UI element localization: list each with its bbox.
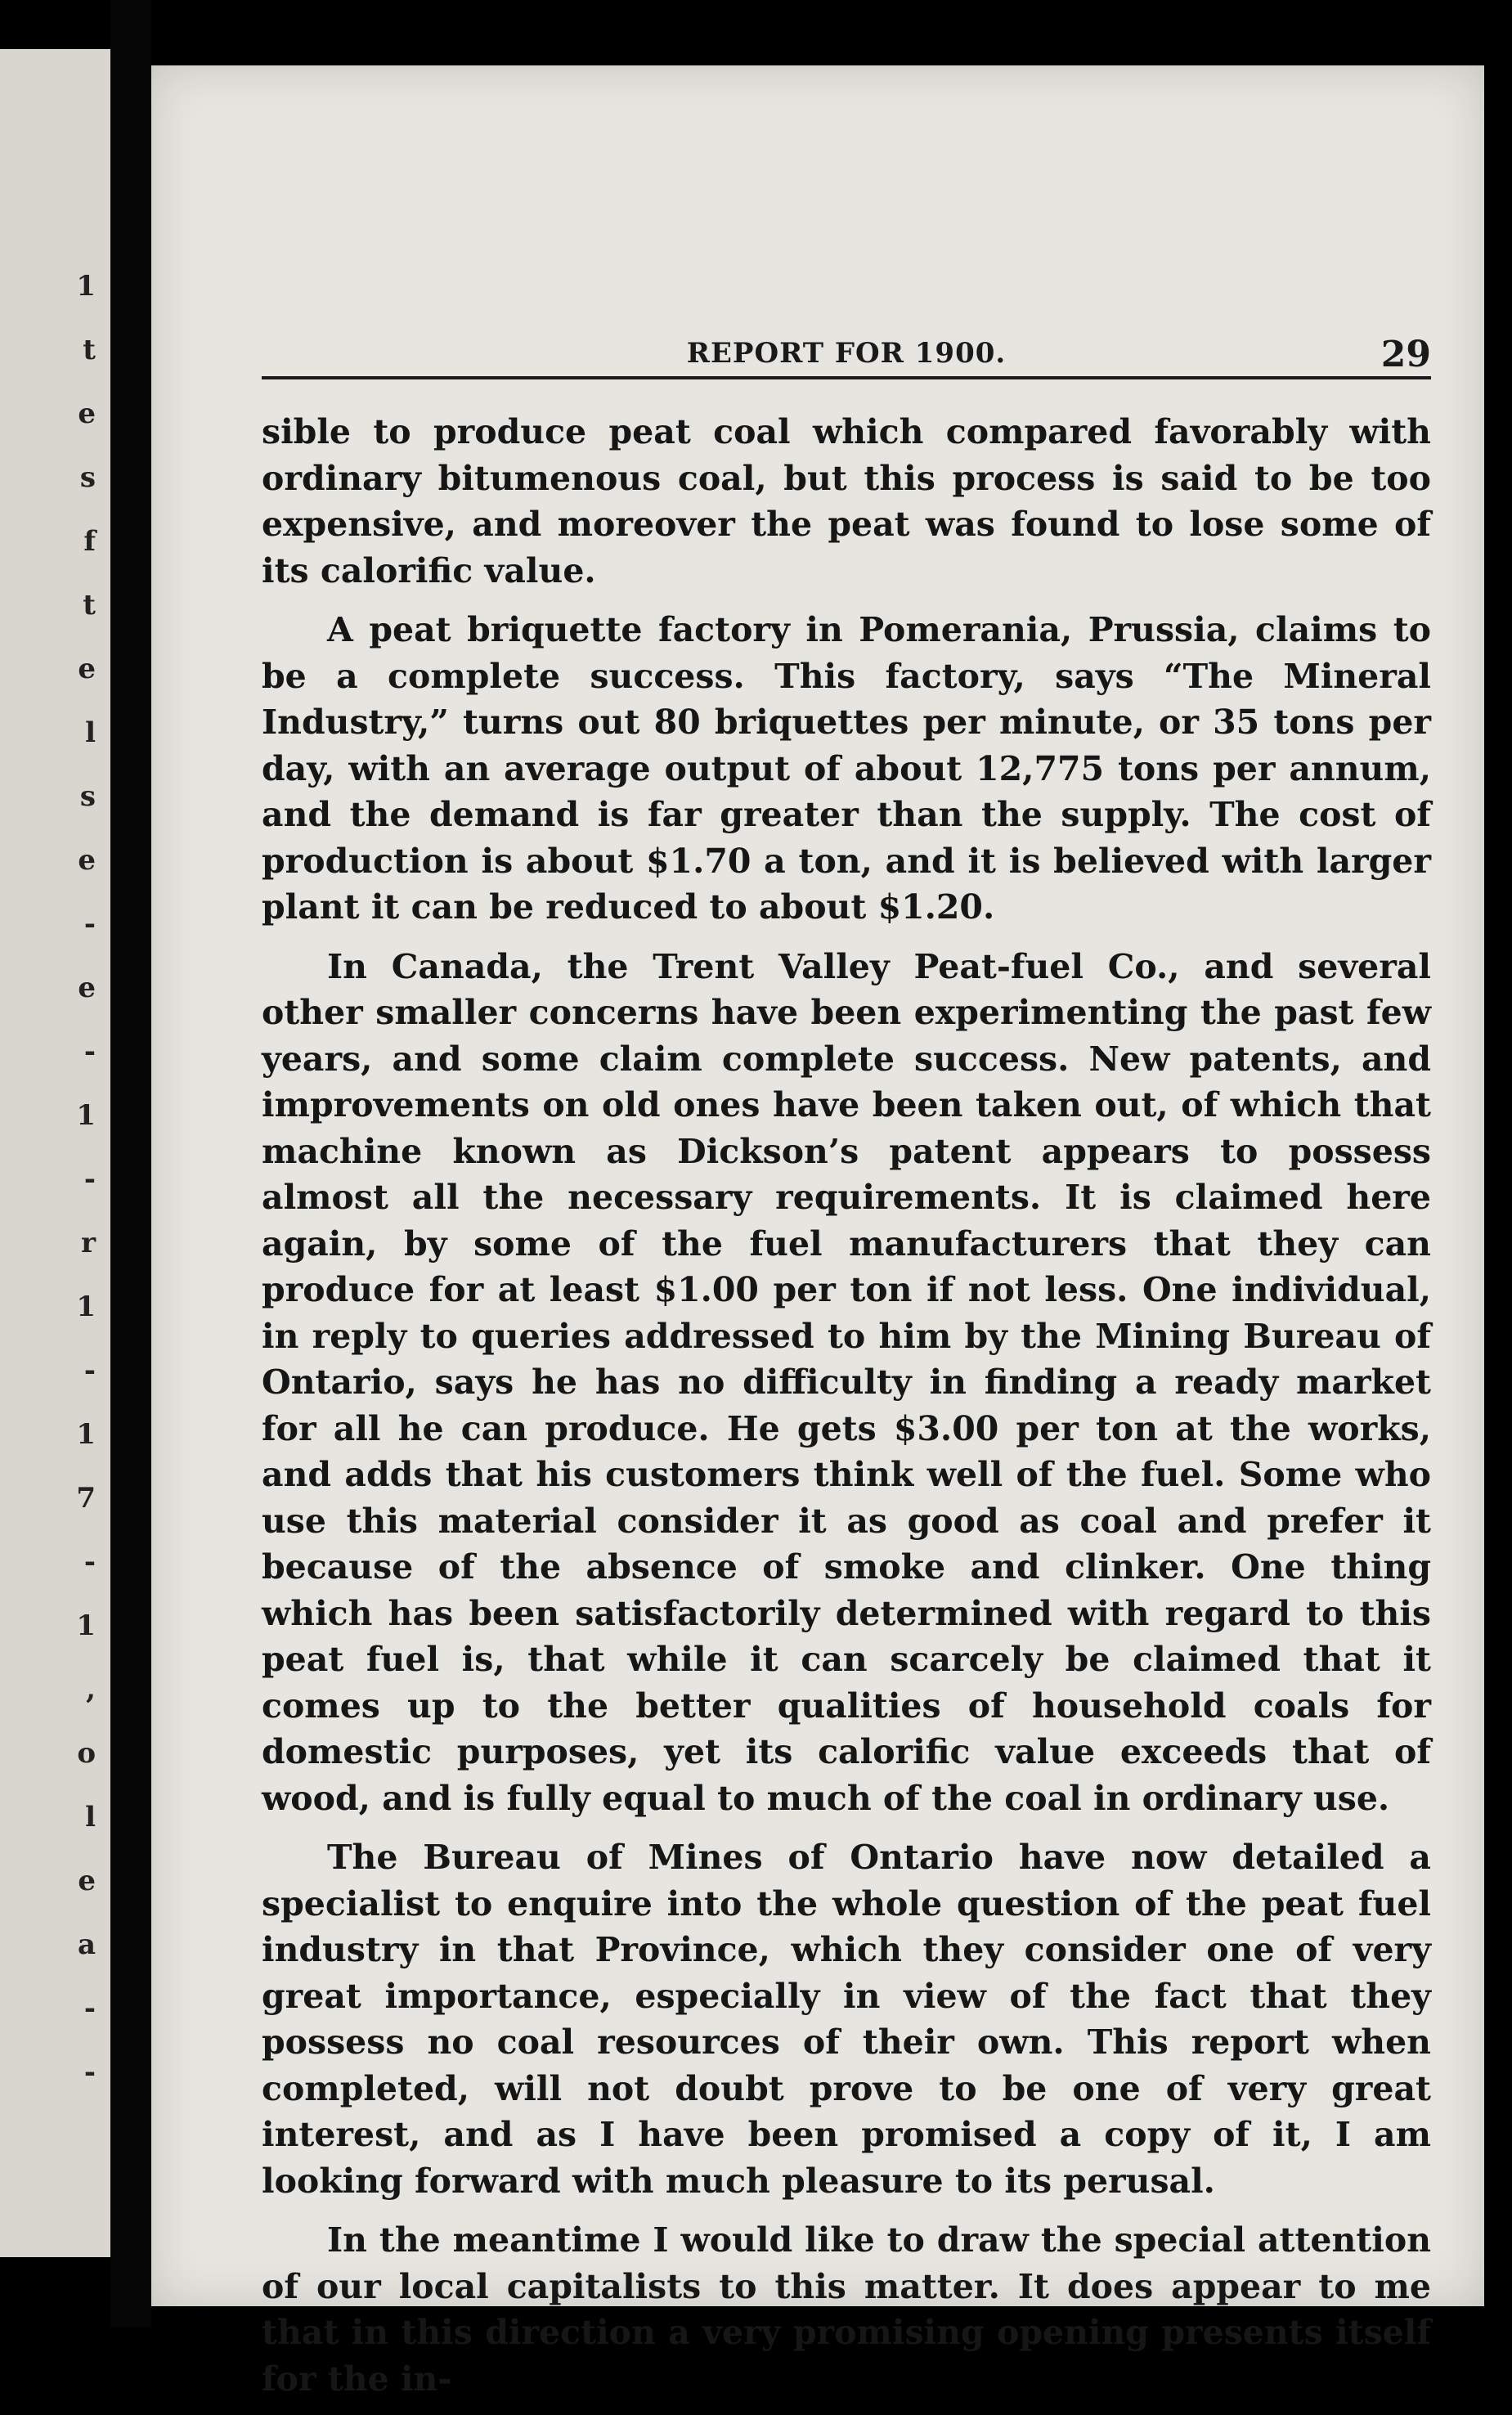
paragraph-meantime: In the meantime I would like to draw the special attention of our local capitalists to this matter. It does appear to me that in this direction a very promising opening presents itself for the in-	[262, 2220, 1431, 2399]
running-head: REPORT FOR 1900.	[686, 337, 1007, 370]
facing-page-letter: 1	[76, 1418, 96, 1451]
facing-page-letter: e	[78, 653, 96, 685]
facing-page-letter: l	[85, 716, 96, 749]
facing-page-letter: -	[83, 1035, 96, 1068]
page-number: 29	[1380, 334, 1431, 375]
facing-page-letter: 1	[76, 1291, 96, 1323]
paragraph-canada: In Canada, the Trent Valley Peat-fuel Co., and several other smaller concerns have been experimenting the past few years, and some claim complete success. New patents, and improvements on old ones have been taken out, of which that machine known as Dickson’s patent appears to possess almost all the necessary requirements. It is claimed here again, by some of the fuel manufacturers that they can produce for at least $1.00 per ton if not less. One individual, in reply to queries addressed to him by the Mining Bureau of Ontario, says he has no difficulty in finding a ready market for all he can produce. He gets $3.00 per ton at the works, and adds that his customers think well of the fuel. Some who use this material consider it as good as coal and prefer it because of the absence of smoke and clinker. One thing which has been satisfactorily determined with regard to this peat fuel is, that while it can scarcely be claimed that it comes up to the better qualities of household coals for domestic purposes, yet its calorific value exceeds that of wood, and is fully equal to much of the coal in ordinary use.	[262, 946, 1431, 1818]
facing-page-letter: -	[83, 1546, 96, 1578]
facing-page-letter: ,	[86, 1673, 96, 1706]
paragraph-bureau-of-mines: The Bureau of Mines of Ontario have now detailed a specialist to enquire into the whole question of the peat fuel industry in that Province, which they consider one of very great importance, especially in view of the fact that they possess no coal resources of their own. This report when completed, will not doubt prove to be one of very great interest, and as I have been promised a copy of it, I am looking forward with much pleasure to its perusal.	[262, 1838, 1431, 2201]
facing-page-letter: r	[81, 1227, 96, 1259]
facing-page-letter: -	[83, 1992, 96, 2025]
facing-page-letter: a	[77, 1928, 96, 1961]
facing-page-letter: -	[83, 2056, 96, 2089]
book-gutter	[110, 0, 151, 2327]
facing-page-letter: l	[85, 1801, 96, 1834]
facing-page-letter: t	[83, 334, 96, 366]
facing-page-letter: -	[83, 908, 96, 940]
paragraph-continued: sible to produce peat coal which compared favorably with ordinary bitumenous coal, but this process is said to be too expensive, and moreover the peat was found to lose some of its calorific value.	[262, 412, 1431, 590]
facing-page-letter: o	[77, 1737, 96, 1770]
facing-page-letter: e	[78, 397, 96, 430]
facing-page-letter: 7	[76, 1482, 96, 1515]
facing-page-letter: -	[83, 1354, 96, 1387]
facing-page-letter: e	[78, 972, 96, 1004]
facing-page-letter: t	[83, 589, 96, 622]
page-header	[262, 270, 1431, 376]
paragraph-pomerania: A peat briquette factory in Pomerania, Prussia, claims to be a complete success. This factory, says “The Mineral Industry,” turns out 80 briquettes per minute, or 35 tons per day, with an average output of about 12,775 tons per annum, and the demand is far greater than the supply. The cost of production is about $1.70 a ton, and it is believed with larger plant it can be reduced to about $1.20.	[262, 610, 1431, 927]
facing-page-margin-letters	[0, 49, 110, 2257]
page-body	[262, 409, 1431, 2415]
scanned-page	[151, 65, 1484, 2399]
facing-page-letter: f	[83, 525, 96, 558]
facing-page-letter: 1	[76, 270, 96, 303]
facing-page-letter: 1	[76, 1099, 96, 1132]
facing-page-letter: s	[79, 780, 96, 813]
facing-page-letter: e	[78, 1865, 96, 1897]
facing-page-letter: e	[78, 844, 96, 877]
facing-page-edge	[0, 49, 110, 2257]
facing-page-letter: -	[83, 1163, 96, 1196]
facing-page-letter: s	[79, 461, 96, 494]
facing-page-letter: 1	[76, 1609, 96, 1642]
header-rule	[262, 376, 1431, 379]
